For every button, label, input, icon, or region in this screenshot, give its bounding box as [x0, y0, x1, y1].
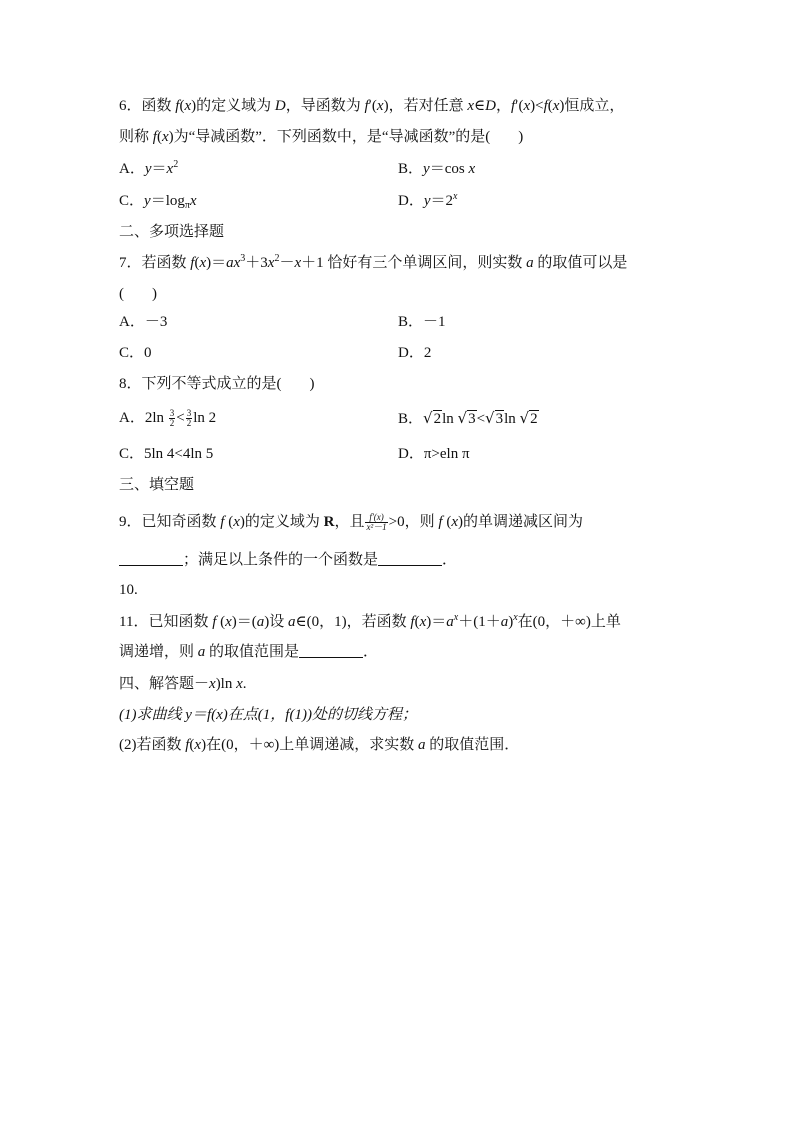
- q9-stem-line1: 9．已知奇函数 f (x)的定义域为 R，且 $\frac{f'(x)}{\text{x²－1}}$ >0，则 f (x)的单调递减区间为: [119, 512, 583, 533]
- q6-option-c: C．$y=\log_\pi x$: [119, 193, 197, 211]
- q7-option-b: B．－1: [398, 314, 446, 330]
- q7-option-a: A．－3: [119, 314, 168, 330]
- section-heading-fill-in: 三、填空题: [119, 477, 195, 493]
- q9-stem-line2: ；满足以上条件的一个函数是 ．: [119, 550, 457, 570]
- q7-stem-line1: 7．若函数 $f(x)=ax^3+3x^2-x+1$ 恰好有三个单调区间，则实数 a 的取值可以是: [119, 253, 628, 271]
- q6-stem-line1: 6．函数 f(x)的定义域为 D，导函数为 f′(x)，若对任意 x∈D，f′(x)<f(x)恒成立，: [119, 98, 625, 114]
- q8-option-a: A．2ln $\frac{3}{2}$ < $\frac{3}{2}$ ln 2: [119, 408, 217, 429]
- q11-stem-line1: 11．已知函数 f (x)＝(a)设 a∈(0，1)，若函数 $f(x)=a^x+(1+a)^x$在(0，＋∞)上单: [119, 612, 621, 630]
- q7-option-c: C．0: [119, 345, 152, 361]
- q8-option-b: B．√2ln √3<√3ln √2: [398, 409, 538, 427]
- q10-number: 10.: [119, 582, 138, 598]
- q6-option-a: A．$y=x^2$: [119, 159, 179, 177]
- answer-blank[interactable]: [299, 643, 363, 658]
- section-heading-solutions: 四、解答题－x)ln x.: [119, 676, 247, 692]
- problem-part-2: (2)若函数 f(x)在(0，＋∞)上单调递减，求实数 a 的取值范围．: [119, 737, 520, 753]
- q11-stem-line2: 调递增，则 a 的取值范围是 ．: [119, 644, 379, 660]
- sqrt: √2: [519, 409, 538, 427]
- answer-blank[interactable]: [119, 551, 183, 566]
- sqrt: √2: [423, 409, 442, 427]
- fraction: $\frac{3}{2}$: [169, 408, 175, 429]
- q7-option-d: D．2: [398, 345, 432, 361]
- fraction: $\frac{3}{2}$: [186, 408, 192, 429]
- sqrt: √3: [485, 409, 504, 427]
- problem-part-1: (1)求曲线 y＝f(x)在点(1，f(1))处的切线方程；: [119, 707, 417, 723]
- section-heading-multiple-choice: 二、多项选择题: [119, 224, 225, 240]
- answer-blank[interactable]: [378, 551, 442, 566]
- q8-option-c: C．5ln 4<4ln 5: [119, 446, 214, 462]
- q6-option-d: D．$y=2^x$: [398, 191, 458, 209]
- q6-stem-line2: 则称 f(x)为“导减函数”．下列函数中，是“导减函数”的是( ): [119, 129, 524, 145]
- q8-option-d: D．π>eln π: [398, 446, 470, 462]
- q7-stem-line2: ( ): [119, 286, 157, 302]
- sqrt: √3: [457, 409, 476, 427]
- q6-option-b: B．y＝cos x: [398, 161, 476, 177]
- q8-stem: 8．下列不等式成立的是( ): [119, 376, 315, 392]
- fraction: $\frac{f'(x)}{\text{x²－1}}$: [366, 512, 387, 533]
